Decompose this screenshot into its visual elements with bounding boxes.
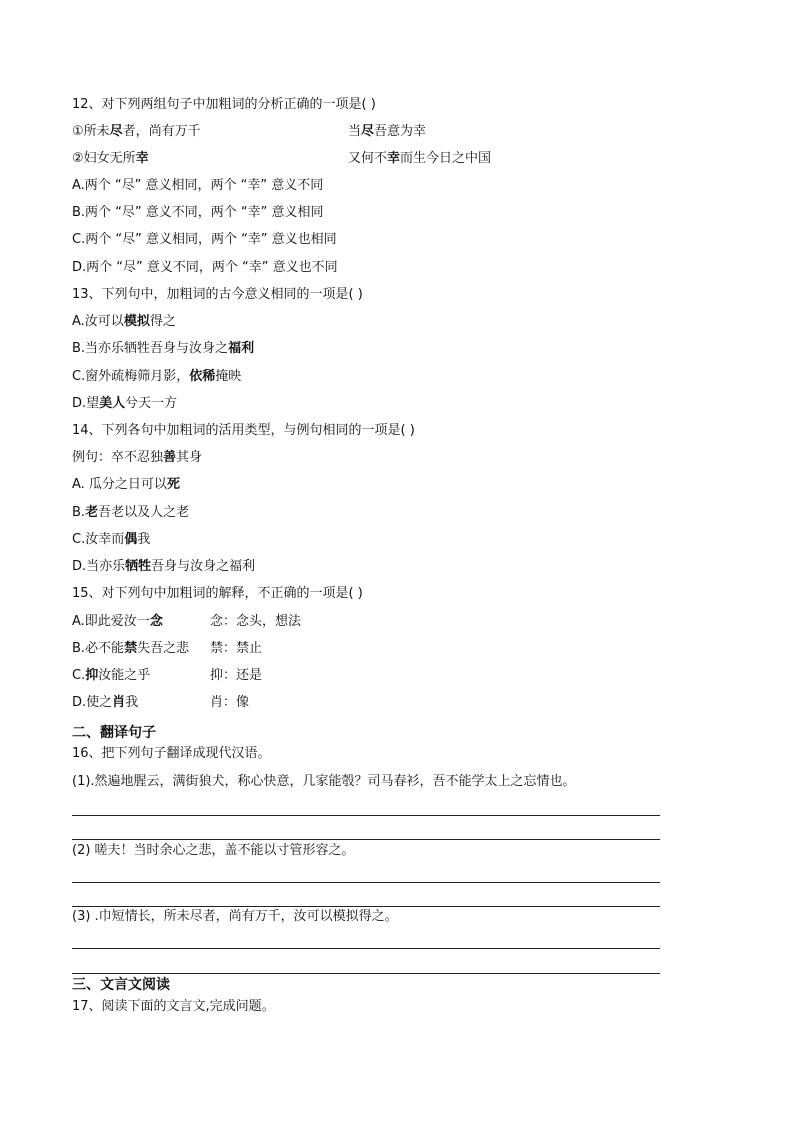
q15-stem: 15、对下列句中加粗词的解释，不正确的一项是( ) (72, 586, 363, 601)
answer-line[interactable] (72, 948, 660, 949)
q14-option-a: A. 瓜分之日可以死 (72, 477, 180, 492)
q15-option-d: D.使之肖我 (72, 695, 139, 710)
q12-pair1-left: ①所未尽者，尚有万千 (72, 124, 201, 139)
answer-line[interactable] (72, 906, 660, 907)
q15-option-a: A.即此爱汝一念 (72, 614, 163, 629)
answer-line[interactable] (72, 882, 660, 883)
q12-pair1-right: 当尽吾意为幸 (348, 124, 427, 139)
q13-option-d: D.望美人兮天一方 (72, 396, 178, 411)
section-2-title: 二、翻译句子 (72, 725, 156, 741)
q13-option-c: C.窗外疏梅筛月影，依稀掩映 (72, 369, 242, 384)
q16-item-3: (3) .巾短情长，所未尽者，尚有万千，汝可以模拟得之。 (72, 909, 398, 924)
q12-option-d: D.两个 “尽” 意义不同，两个 “幸” 意义也不同 (72, 260, 338, 275)
q15-option-b: B.必不能禁失吾之悲 (72, 641, 190, 656)
q13-stem: 13、下列句中，加粗词的古今意义相同的一项是( ) (72, 287, 363, 302)
q14-stem: 14、下列各句中加粗词的活用类型，与例句相同的一项是( ) (72, 423, 415, 438)
q13-option-b: B.当亦乐牺牲吾身与汝身之福利 (72, 341, 255, 356)
q15-gloss-c: 抑：还是 (210, 668, 263, 683)
q12-option-a: A.两个 “尽” 意义相同，两个 “幸” 意义不同 (72, 178, 324, 193)
q15-gloss-a: 念：念头，想法 (210, 614, 302, 629)
q12-option-b: B.两个 “尽” 意义不同，两个 “幸” 意义相同 (72, 205, 324, 220)
q15-gloss-b: 禁：禁止 (210, 641, 263, 656)
q12-option-c: C.两个 “尽” 意义相同，两个 “幸” 意义也相同 (72, 232, 337, 247)
q16-stem: 16、把下列句子翻译成现代汉语。 (72, 746, 271, 761)
q16-item-2: (2) 嗟夫！当时余心之悲，盖不能以寸管形容之。 (72, 843, 355, 858)
q14-option-d: D.当亦乐牺牲吾身与汝身之福利 (72, 559, 256, 574)
q12-pair2-left: ②妇女无所幸 (72, 151, 149, 166)
answer-line[interactable] (72, 815, 660, 816)
q15-option-c: C.抑汝能之乎 (72, 668, 151, 683)
q14-example: 例句：卒不忍独善其身 (72, 450, 203, 465)
q16-item-1: (1).然遍地腥云，满街狼犬，称心快意，几家能彀？司马春衫，吾不能学太上之忘情也。 (72, 774, 576, 789)
q15-gloss-d: 肖：像 (210, 695, 250, 710)
section-3-title: 三、文言文阅读 (72, 977, 170, 993)
q13-option-a: A.汝可以模拟得之 (72, 314, 176, 329)
q17-stem: 17、阅读下面的文言文,完成问题。 (72, 999, 275, 1014)
q14-option-c: C.汝幸而偶我 (72, 532, 151, 547)
q12-pair2-right: 又何不幸而生今日之中国 (348, 151, 492, 166)
q14-option-b: B.老吾老以及人之老 (72, 505, 190, 520)
q12-stem: 12、对下列两组句子中加粗词的分析正确的一项是( ) (72, 97, 376, 112)
answer-line[interactable] (72, 973, 660, 974)
answer-line[interactable] (72, 839, 660, 840)
